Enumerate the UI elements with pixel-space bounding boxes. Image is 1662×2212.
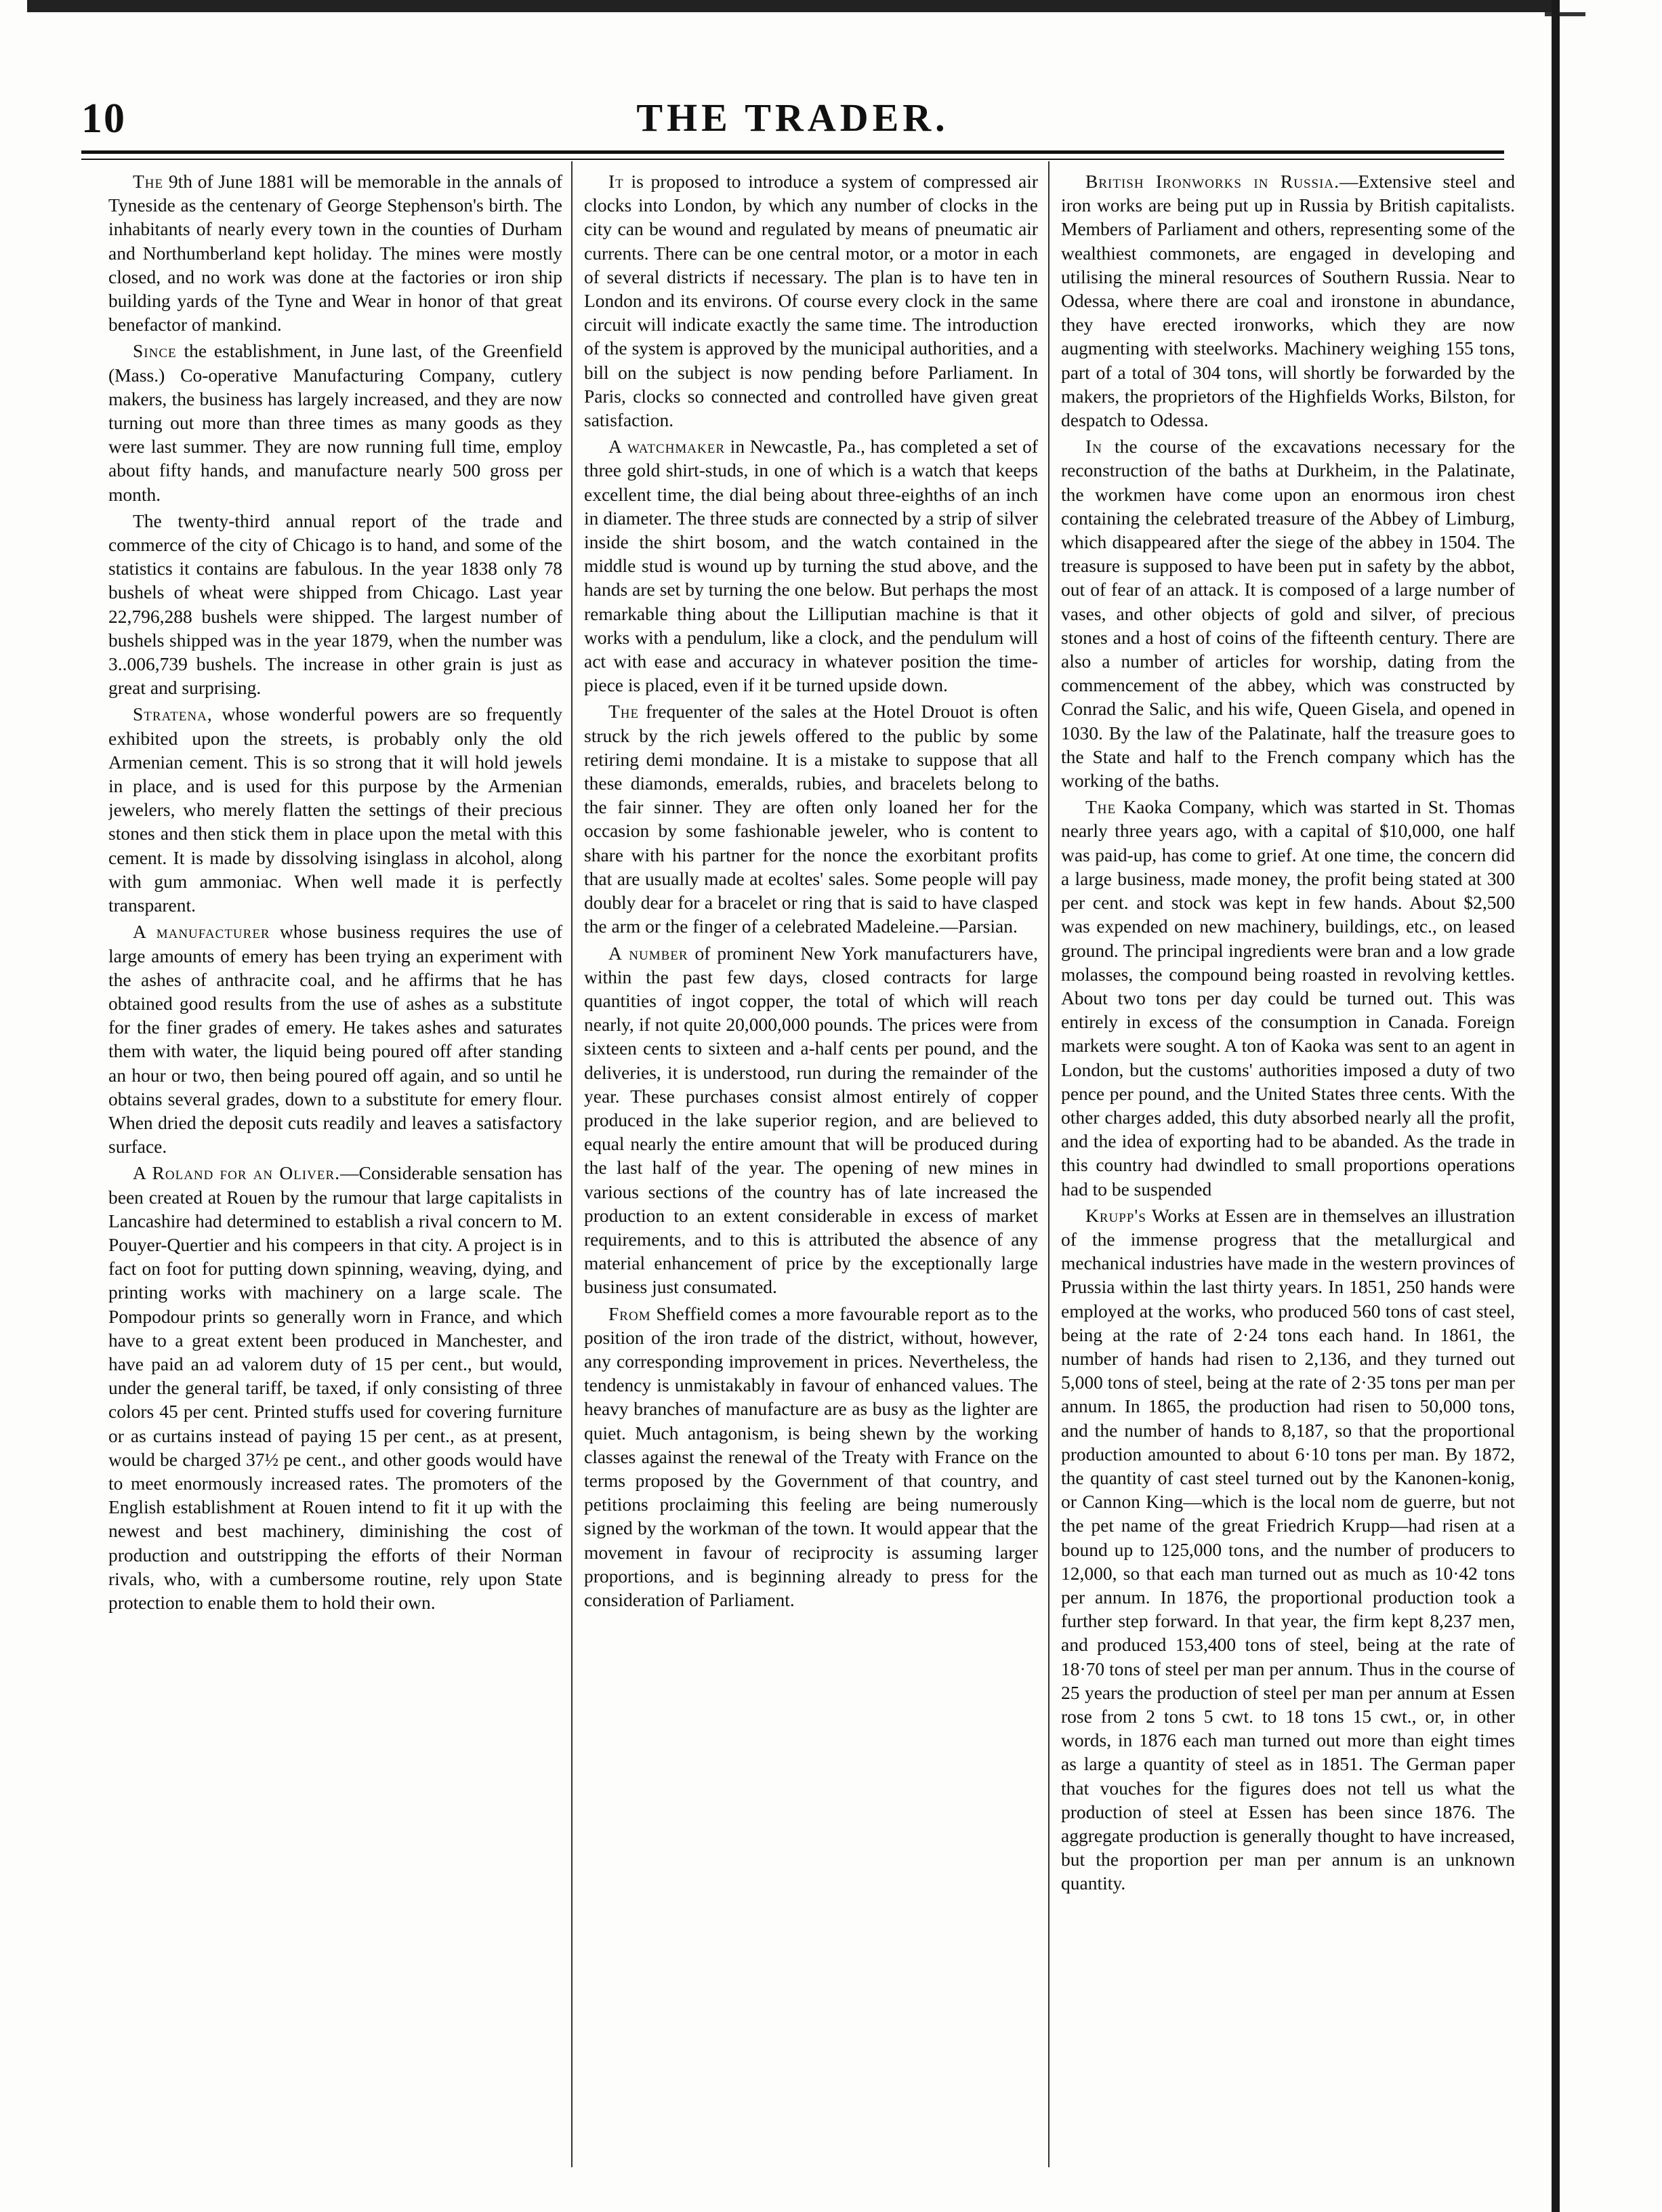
- publication-title: THE TRADER.: [636, 96, 949, 140]
- top-border-bar: [27, 0, 1552, 12]
- article-paragraph: [108, 702, 562, 917]
- masthead: [81, 95, 1504, 149]
- column-3: [1061, 169, 1515, 2169]
- article-paragraph: [1061, 169, 1515, 432]
- column-divider: [1048, 161, 1050, 2167]
- paragraph-lead: In: [1085, 436, 1102, 457]
- page-edge-binding: [1552, 0, 1560, 2212]
- paragraph-lead: The: [608, 701, 640, 722]
- paragraph-text: Sheffield comes a more favourable report as to the position of the iron trade of the district, without, however, any corresponding improvement in prices. Nevertheless, the tendency is unmistakably in favour of enhanced values. The heavy branches of manufacture are as busy as the lighter are quiet. Much antagonism, is being shewn by the working classes against the renewal of the Treaty with France on the terms proposed by the Government of that country, and petitions proclaiming this feeling are being numerously signed by the workman of the town. It would appear that the movement in favour of reciprocity is assuming larger proportions, and is beginning already to press for the consideration of Parliament.: [584, 1303, 1038, 1610]
- article-paragraph: [584, 1302, 1038, 1612]
- paragraph-text: —Considerable sensation has been created at Rouen by the rumour that large capitalists in Lancashire had determined to establish a rival concern to M. Pouyer-Quertier and his compeers in that city. A project is in fact on foot for putting down spinning, weaving, dying, and printing works with machinery on a large scale. The Pompodour prints so generally worn in France, and which have to a great extent been produced in Manchester, and have paid an ad valorem duty of 15 per cent., but would, under the general tariff, be taxed, if only consisting of three colors 45 per cent. Printed stuffs used for covering furniture or as curtains instead of paying 15 per cent., as at present, would be charged 37½ pe cent., and other goods would have to meet enormously increased rates. The promoters of the English establishment at Rouen intend to fit it up with the newest and best machinery, diminishing the cost of production and outstripping the efforts of their Norman rivals, who, with a cumbersome routine, rely upon State protection to enable them to hold their own.: [108, 1162, 562, 1613]
- page-number: 10: [81, 96, 126, 142]
- paragraph-lead: A Roland for an Oliver.: [133, 1162, 341, 1184]
- article-paragraph: [108, 920, 562, 1158]
- paragraph-lead: The: [1085, 796, 1117, 818]
- paragraph-lead: A manufacturer: [133, 921, 270, 943]
- article-paragraph: [1061, 795, 1515, 1200]
- paragraph-text: —Extensive steel and iron works are being put up in Russia by British capitalists. Members of Parliament and others, representing some of the wealthiest commonets, are engaged in developing and utilising the mineral resources of Southern Russia. Near to Odessa, where there are coal and ironstone in abundance, they have erected ironworks, which they are now augmenting with steelworks. Machinery weighing 155 tons, part of a total of 304 tons, will shortly be forwarded by the makers, the proprietors of the Highfields Works, Bilston, for despatch to Odessa.: [1061, 171, 1515, 431]
- header-rule-thick: [81, 150, 1504, 154]
- paragraph-lead: A number: [608, 942, 688, 964]
- paragraph-lead: It: [608, 171, 624, 192]
- paragraph-lead: The: [133, 171, 164, 192]
- paragraph-text: 9th of June 1881 will be memorable in the annals of Tyneside as the centenary of George Stephenson's birth. The inhabitants of nearly every town in the counties of Durham and Northumberland kept holiday. The mines were mostly closed, and no work was done at the factories or iron ship building yards of the Tyne and Wear in honor of that great benefactor of mankind.: [108, 171, 562, 335]
- column-divider: [571, 161, 573, 2167]
- article-paragraph: [108, 339, 562, 506]
- paragraph-lead: Since: [133, 340, 177, 362]
- article-paragraph: [108, 509, 562, 700]
- paragraph-lead: Krupp's: [1085, 1204, 1146, 1226]
- paragraph-lead: British Ironworks in Russia.: [1085, 171, 1340, 192]
- header-rule-thin: [81, 159, 1504, 160]
- paragraph-text: whose business requires the use of large amounts of emery has been trying an experiment with the ashes of anthracite coal, and he affirms that he has obtained good results from the use of ashes as a substitute for the finer grades of emery. He takes ashes and saturates them with water, the liquid being poured off after standing an hour or two, then being poured off again, and so until he obtains several grades, down to a substitute for emery flour. When dried the deposit cuts readily and leaves a satisfactory surface.: [108, 921, 562, 1158]
- paragraph-text: whose wonderful powers are so frequently exhibited upon the streets, is probably only the old Armenian cement. This is so strong that it will hold jewels in place, and is used for this purpose by the Armenian jewelers, who merely flatten the settings of their precious stones and then stick them in place upon the metal with this cement. It is made by dissolving isinglass in alcohol, along with gum ammoniac. When well made it is perfectly transparent.: [108, 703, 562, 916]
- paragraph-text: Works at Essen are in themselves an illustration of the immense progress that the metallurgical and mechanical industries have made in the western provinces of Prussia within the last thirty years. In 1851, 250 hands were employed at the works, who produced 560 tons of cast steel, being at the rate of 2·24 tons each hand. In 1861, the number of hands had risen to 2,136, and they turned out 5,000 tons of steel, being at the rate of 2·35 tons per man per annum. In 1865, the production had risen to 50,000 tons, and the number of hands to 8,187, so that the proportional production amounted to about 6·10 tons per man. By 1872, the quantity of cast steel turned out by the Kanonen-konig, or Cannon King—which is the local nom de guerre, but not the pet name of the great Friedrich Krupp—had risen at a bound up to 125,000 tons, and the number of producers to 12,000, so that each man turned out as much as 10·42 tons per annum. In 1876, the proportional production took a further step forward. In that year, the firm kept 8,237 men, and produced 153,400 tons of steel, being at the rate of 18·70 tons of steel per man per annum. Thus in the course of 25 years the production of steel per man per annum at Essen rose from 2 tons 5 cwt. to 18 tons 15 cwt., or, in other words, in 1876 each man turned out more than eight times as large a quantity of steel as in 1851. The German paper that vouches for the figures does not tell us what the production of steel at Essen has been since 1876. The aggregate production is generally thought to have increased, but the proportion per man per annum is an unknown quantity.: [1061, 1204, 1515, 1894]
- paragraph-text: the establishment, in June last, of the Greenfield (Mass.) Co-operative Manufacturing Company, cutlery makers, the business has largely increased, and they are now turning out more than three times as many goods as they were last summer. They are now running full time, employ about fifty hands, and manufacture nearly 500 gross per month.: [108, 340, 562, 505]
- column-2: [584, 169, 1038, 2169]
- article-paragraph: [584, 941, 1038, 1299]
- column-1: [108, 169, 562, 2169]
- paragraph-text: frequenter of the sales at the Hotel Drouot is often struck by the rich jewels offered to the public by some retiring demi mondaine. It is a mistake to suppose that all these diamonds, emeralds, rubies, and bracelets belong to the fair sinner. They are often only loaned her for the occasion by some fashionable jeweler, who is content to share with his partner for the nonce the exorbitant profits that are usually made at ecoltes' sales. Some people will pay doubly dear for a bracelet or ring that is said to have clasped the arm or the finger of a celebrated Madeleine.—Parsian.: [584, 701, 1038, 937]
- article-paragraph: [1061, 1204, 1515, 1896]
- paragraph-text: the course of the excavations necessary for the reconstruction of the baths at Durkheim, in the Palatinate, the workmen have come upon an enormous iron chest containing the celebrated treasure of the Abbey of Limburg, which disappeared after the siege of the abbey in 1504. The treasure is supposed to have been put in safety by the abbot, out of fear of an attack. It is composed of a large number of vases, and other objects of gold and silver, of precious stones and a host of coins of the fifteenth century. There are also a number of articles for worship, dating from the commencement of the abbey, which was constructed by Conrad the Salic, and his wife, Queen Gisela, and opened in 1030. By the law of the Palatinate, half the treasure goes to the State and half to the French company which has the working of the baths.: [1061, 436, 1515, 792]
- article-paragraph: [584, 169, 1038, 432]
- paragraph-text: Kaoka Company, which was started in St. Thomas nearly three years ago, with a capital of $10,000, one half was paid-up, has come to grief. At one time, the concern did a large business, made money, the profit being stated at 300 per cent. and stock was kept in few hands. About $2,500 was expended on new machinery, buildings, etc., on leased ground. The principal ingredients were bran and a low grade molasses, the compound being roasted in revolving kettles. About two tons per day could be turned out. This was entirely in excess of the consumption in Canada. Foreign markets were sought. A ton of Kaoka was sent to an agent in London, but the customs' authorities imposed a duty of two pence per pound, and the United States three cents. With the other charges added, this duty absorbed nearly all the profit, and the idea of exporting had to be abanded. As the trade in this country had dwindled to small proportions operations had to be suspended: [1061, 796, 1515, 1200]
- paragraph-lead: From: [608, 1303, 651, 1324]
- article-paragraph: [108, 1161, 562, 1614]
- article-paragraph: [108, 169, 562, 336]
- paragraph-lead: Stratena,: [133, 703, 213, 725]
- paragraph-text: of prominent New York manufacturers have, within the past few days, closed contracts for large quantities of ingot copper, the total of which will reach nearly, if not quite 20,000,000 pounds. The prices were from sixteen cents to sixteen and a-half cents per pound, and the deliveries, it is understood, run during the remainder of the year. These purchases consist almost entirely of copper produced in the lake superior region, and are believed to equal nearly the entire amount that will be produced during the last half of the year. The opening of new mines in various sections of the country has of late increased the production to an extent considerable in excess of market requirements, and to this is attributed the absence of any material enhancement of price by the exceptionally large business just consumated.: [584, 942, 1038, 1298]
- article-paragraph: [584, 434, 1038, 697]
- paragraph-lead: A watchmaker: [608, 436, 726, 457]
- article-paragraph: [584, 699, 1038, 938]
- article-paragraph: [1061, 434, 1515, 792]
- paragraph-text: The twenty-third annual report of the trade and commerce of the city of Chicago is to hand, and some of the statistics it contains are fabulous. In the year 1838 only 78 bushels of wheat were shipped from Chicago. Last year 22,796,288 bushels were shipped. The largest number of bushels shipped was in the year 1879, when the number was 3..006,739 bushels. The increase in other grain is just as great and surprising.: [108, 510, 562, 699]
- paragraph-text: in Newcastle, Pa., has completed a set of three gold shirt-studs, in one of which is a watch that keeps excellent time, the dial being about three-eighths of an inch in diameter. The three studs are connected by a strip of silver inside the shirt bosom, and the watch contained in the middle stud is wound up by turning the stud above, and the hands are set by turning the one below. But perhaps the most remarkable thing about the Lilliputian machine is that it works with a pendulum, like a clock, and the pendulum will act with ease and accuracy in whatever position the time-piece is placed, even if it be turned upside down.: [584, 436, 1038, 696]
- top-border-corner: [1545, 12, 1585, 16]
- paragraph-text: is proposed to introduce a system of compressed air clocks into London, by which any number of clocks in the city can be wound and regulated by means of pneumatic air currents. There can be one central motor, or a motor in each of several districts if necessary. The plan is to have ten in London and its environs. Of course every clock in the same circuit will indicate exactly the same time. The introduction of the system is approved by the municipal authorities, and a bill on the subject is now pending before Parliament. In Paris, clocks so connected and controlled have given great satisfaction.: [584, 171, 1038, 431]
